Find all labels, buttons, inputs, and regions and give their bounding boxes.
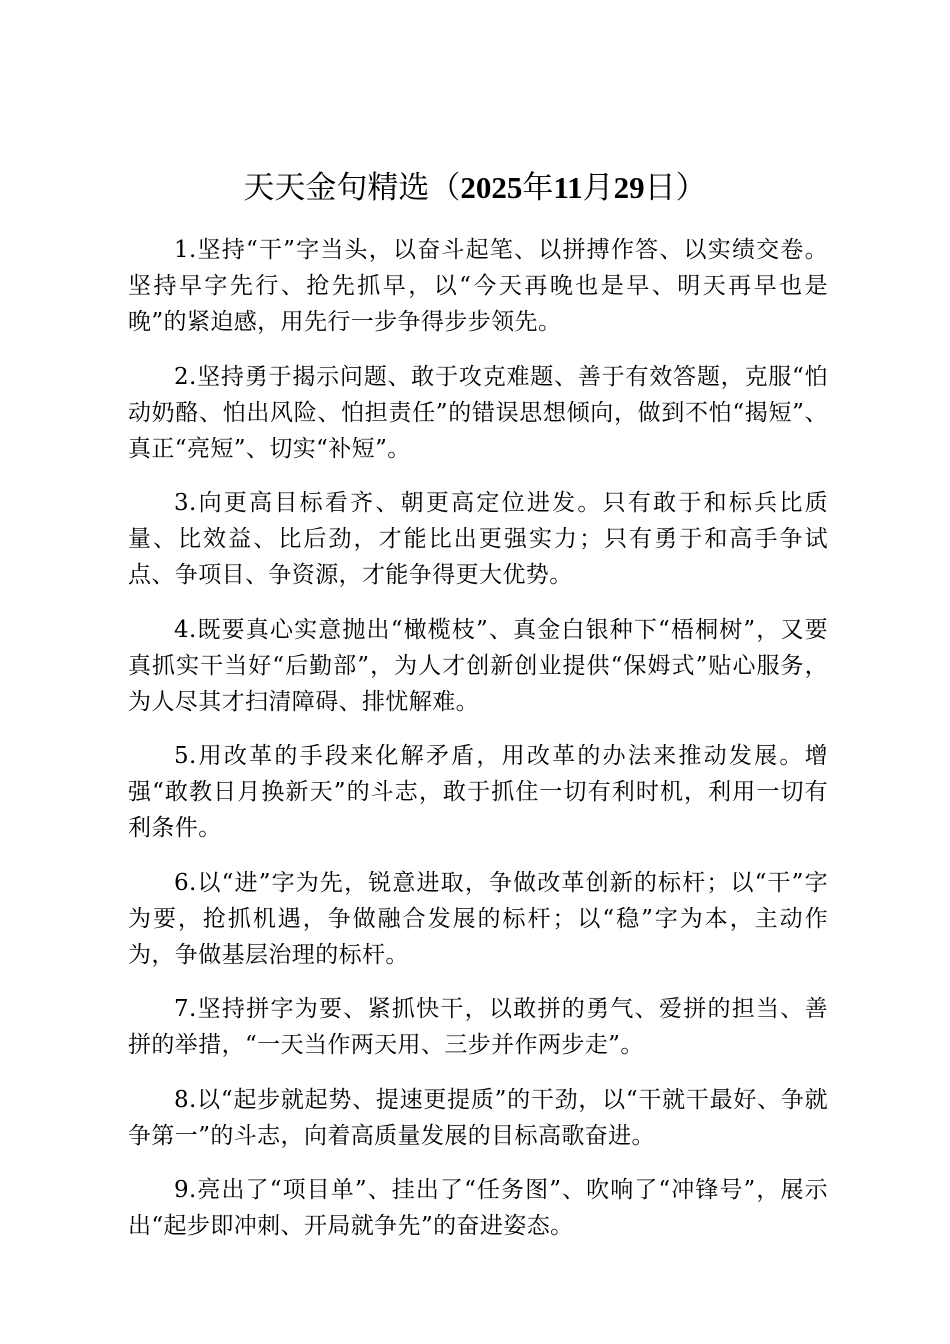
quote-paragraph-7: 7.坚持拼字为要、紧抓快干，以敢拼的勇气、爱拼的担当、善拼的举措，“一天当作两天用、三步并作两步走”。 bbox=[128, 996, 828, 1058]
quote-paragraph-5: 5.用改革的手段来化解矛盾，用改革的办法来推动发展。增强“敢教日月换新天”的斗志，敢于抓住一切有利时机，利用一切有利条件。 bbox=[128, 743, 828, 841]
quote-paragraph-1: 1.坚持“干”字当头，以奋斗起笔、以拼搏作答、以实绩交卷。坚持早字先行、抢先抓早，以“今天再晚也是早、明天再早也是晚”的紧迫感，用先行一步争得步步领先。 bbox=[128, 237, 828, 335]
title-prefix: 天天金句精选（ bbox=[243, 170, 461, 206]
title-month: 11 bbox=[553, 170, 583, 205]
title-month-unit: 月 bbox=[582, 170, 614, 206]
page-title bbox=[0, 166, 950, 210]
title-year-unit: 年 bbox=[522, 170, 554, 206]
title-year: 2025 bbox=[460, 170, 523, 205]
quote-paragraph-4: 4.既要真心实意抛出“橄榄枝”、真金白银种下“梧桐树”，又要真抓实干当好“后勤部”，为人才创新创业提供“保姆式”贴心服务，为人尽其才扫清障碍、排忧解难。 bbox=[128, 616, 828, 715]
title-suffix: 日） bbox=[644, 170, 707, 206]
quote-paragraph-2: 2.坚持勇于揭示问题、敢于攻克难题、善于有效答题，克服“怕动奶酪、怕出风险、怕担责任”的错误思想倾向，做到不怕“揭短”、真正“亮短”、切实“补短”。 bbox=[128, 363, 828, 462]
quote-paragraph-3: 3.向更高目标看齐、朝更高定位进发。只有敢于和标兵比质量、比效益、比后劲，才能比出更强实力；只有勇于和高手争试点、争项目、争资源，才能争得更大优势。 bbox=[128, 490, 828, 588]
title-day: 29 bbox=[613, 170, 645, 205]
quote-paragraph-9: 9.亮出了“项目单”、挂出了“任务图”、吹响了“冲锋号”，展示出“起步即冲刺、开局就争先”的奋进姿态。 bbox=[128, 1177, 828, 1239]
quote-paragraph-8: 8.以“起步就起势、提速更提质”的干劲，以“干就干最好、争就争第一”的斗志，向着高质量发展的目标高歌奋进。 bbox=[128, 1086, 828, 1149]
quote-paragraph-6: 6.以“进”字为先，锐意进取，争做改革创新的标杆；以“干”字为要，抢抓机遇，争做融合发展的标杆；以“稳”字为本，主动作为，争做基层治理的标杆。 bbox=[128, 869, 828, 968]
quote-list bbox=[128, 232, 828, 1263]
